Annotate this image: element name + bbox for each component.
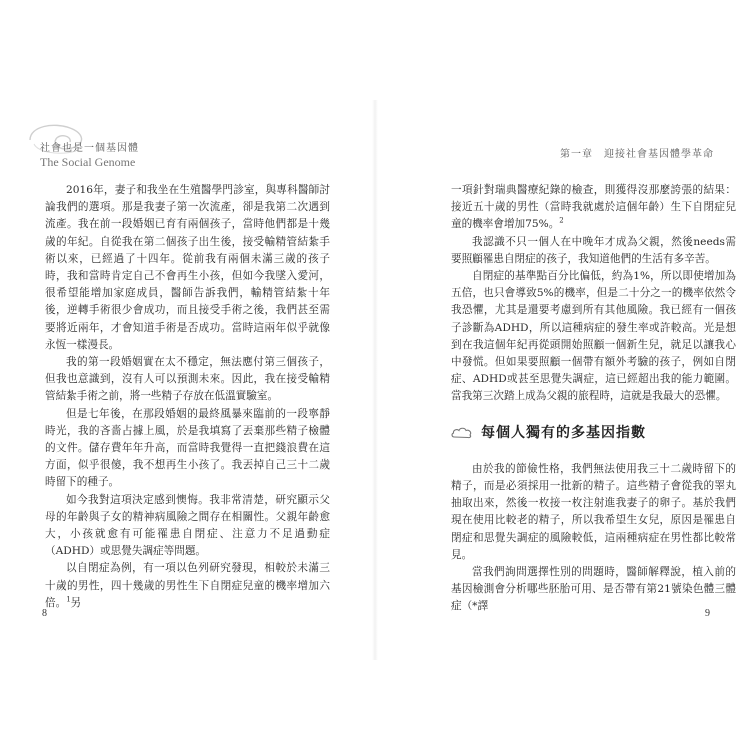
running-header-left [40, 143, 139, 169]
right-body-text [451, 182, 736, 616]
page-number-right: 9 [705, 608, 710, 619]
cloud-icon [451, 426, 473, 440]
paragraph: 但是七年後，在那段婚姻的最終風暴來臨前的一段寧靜時光，我的吝嗇占據上風，於是我填寫了丟棄那些精子檢體的文件。儲存費年年升高，而當時我覺得一直把錢浪費在這方面，似乎很傻，我不想再生小孩了。我丟掉自己三十二歲時留下的種子。 [45, 407, 330, 489]
book-title-zh: 社會也是一個基因體 [40, 143, 139, 154]
section-heading [451, 425, 736, 442]
paragraph: 當我們詢問選擇性別的問題時，醫師解釋說，植入前的基因檢測會分析哪些胚胎可用、是否帶有第21號染色體三體症（*譯 [451, 566, 736, 613]
left-body-text [45, 182, 330, 612]
paragraph-text: 一項針對瑞典醫療紀錄的檢查，則獲得沒那麼誇張的結果：接近五十歲的男性（當時我就處於這個年齡）生下自閉症兒童的機率會增加75%。 [451, 184, 736, 231]
paragraph: 由於我的節儉性格，我們無法使用我三十二歲時留下的精子，而是必須採用一批新的精子。這些精子會從我的睪丸抽取出來，然後一枚接一枚注射進我妻子的卵子。基於我們現在使用比較老的精子，所以我希望生女兒，原因是罹患自閉症和思覺失調症的風險較低，這兩種病症在男性都比較常見。 [451, 462, 736, 561]
paragraph: 2016年，妻子和我坐在生殖醫學門診室，與專科醫師討論我們的選項。那是我妻子第一次流產，卻是我第二次遇到流產。我在前一段婚姻已育有兩個孩子，當時他們都是十幾歲的年紀。自從我在第二個孩子出生後，接受輸精管結紮手術以來，已經過了十四年。從前我有兩個未滿三歲的孩子時，我和當時肯定自己不會再生小孩，但如今我墜入愛河，很希望能增加家庭成員，醫師告訴我們，輸精管結紮十年後，逆轉手術很少會成功，而且接受手術之後，我們甚至需要將近兩年，才會知道手術是否成功。當時這兩年似乎就像永恆一樣漫長。 [45, 184, 330, 351]
running-header-right: 第一章 迎接社會基因體學革命 [560, 149, 714, 160]
page-number-left: 8 [42, 608, 47, 619]
paragraph-tail: 另 [70, 596, 82, 609]
footnote-ref: 1 [66, 595, 71, 604]
paragraph-text: 以自閉症為例，有一項以色列研究發現，相較於未滿三十歲的男性，四十幾歲的男性生下自閉症兒童的機率增加六倍。 [45, 562, 330, 609]
paragraph: 自閉症的基準點百分比偏低，約為1%，所以即使增加為五倍，也只會導致5%的機率，但是二十分之一的機率依然令我恐懼，尤其是還要考慮到所有其他風險。我已經有一個孩子診斷為ADHD，所以這種病症的發生率或許較高。光是想到在我這個年紀再從頭開始照顧一個新生兒，就足以讓我心中發慌。但如果要照顧一個帶有額外考驗的孩子，例如自閉症、ADHD或甚至思覺失調症，這已經超出我的能力範圍。當我第三次踏上成為父親的旅程時，這就是我最大的恐懼。 [451, 270, 736, 403]
paragraph: 我認識不只一個人在中晚年才成為父親，然後needs需要照顧罹患自閉症的孩子，我知道他們的生活有多辛苦。 [451, 235, 736, 265]
footnote-ref: 2 [559, 216, 564, 225]
paragraph [45, 560, 330, 612]
book-title-en: The Social Genome [40, 155, 136, 169]
paragraph: 如今我對這項決定感到懊悔。我非常清楚，研究顯示父母的年齡與子女的精神病風險之間存在相關性。父親年齡愈大，小孩就愈有可能罹患自閉症、注意力不足過動症（ADHD）或思覺失調症等問題。 [45, 493, 330, 558]
paragraph [451, 182, 736, 234]
section-heading-text: 每個人獨有的多基因指數 [481, 424, 646, 441]
paragraph: 我的第一段婚姻實在太不穩定，無法應付第三個孩子，但我也意識到，沒有人可以預測未來。因此，我在接受輸精管結紮手術之前，將一些精子存放在低溫實驗室。 [45, 356, 330, 403]
